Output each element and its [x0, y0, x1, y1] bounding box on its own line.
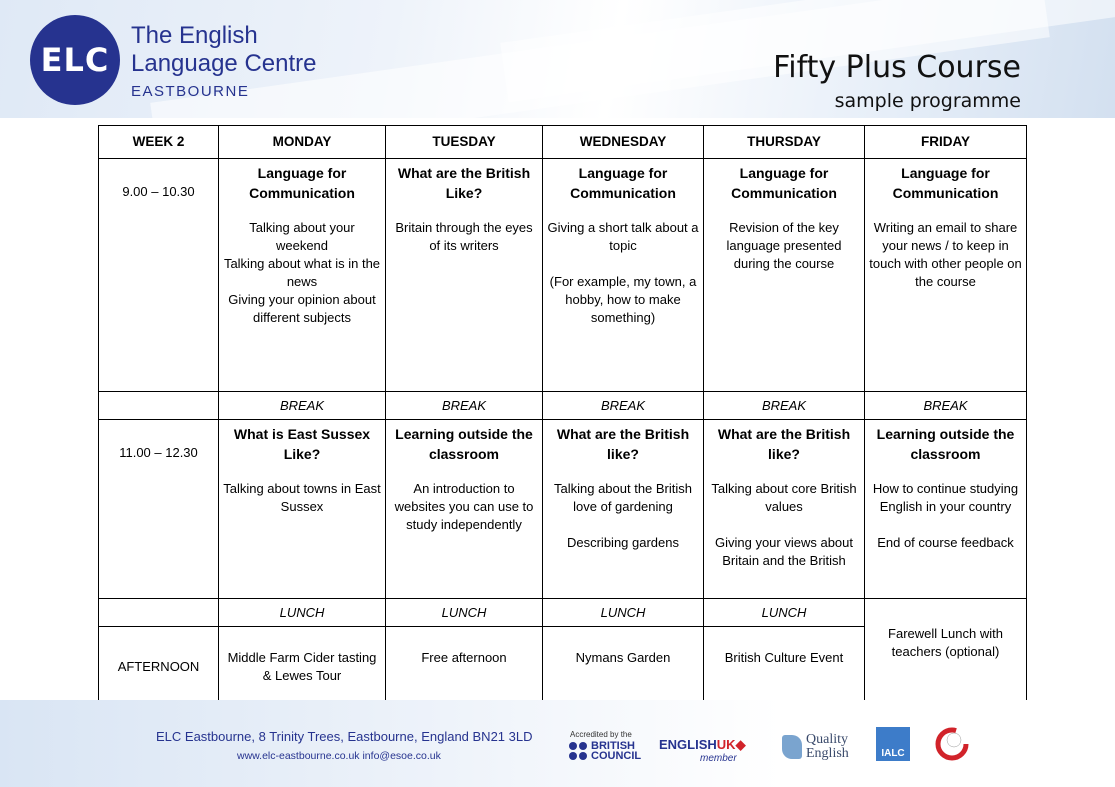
- cell-title: Language for Communication: [249, 165, 355, 201]
- elc-logo: ELC: [30, 15, 120, 105]
- session2-wednesday: [543, 420, 704, 599]
- cell-text: Talking about the British love of gardening: [553, 481, 693, 514]
- session1-row: [99, 159, 1027, 392]
- break-row: [99, 392, 1027, 420]
- spacer: [547, 255, 699, 273]
- english-uk-logo: [659, 737, 746, 753]
- page-title: Fifty Plus Course: [773, 50, 1021, 85]
- afternoon-thursday: British Culture Event: [704, 627, 865, 707]
- english-network-logo-icon: [935, 727, 969, 761]
- english-uk-text: UK: [716, 737, 736, 752]
- quality-english-icon: [782, 735, 802, 759]
- organization-name: [131, 22, 316, 78]
- org-name-line1: The English: [131, 22, 258, 49]
- footer-address: ELC Eastbourne, 8 Trinity Trees, Eastbourne, England BN21 3LD: [156, 729, 533, 744]
- session2-monday: [219, 420, 386, 599]
- afternoon-wednesday: Nymans Garden: [543, 627, 704, 707]
- cell-text: Giving a short talk about a topic: [547, 220, 699, 253]
- footer-contact[interactable]: www.elc-eastbourne.co.uk info@esoe.co.uk: [237, 750, 441, 762]
- lunch-blank: [99, 599, 219, 627]
- lunch-label: LUNCH: [704, 599, 865, 627]
- cell-text: How to continue studying English in your country: [872, 481, 1019, 514]
- afternoon-monday: Middle Farm Cider tasting & Lewes Tour: [219, 627, 386, 707]
- session2-time: 11.00 – 12.30: [99, 420, 219, 599]
- afternoon-tuesday: Free afternoon: [386, 627, 543, 707]
- afternoon-friday: Farewell Lunch with teachers (optional): [865, 599, 1027, 707]
- session2-thursday: [704, 420, 865, 599]
- quality-english-text: English: [806, 746, 849, 761]
- cell-text: End of course feedback: [877, 535, 1014, 550]
- session1-tuesday: [386, 159, 543, 392]
- session2-friday: [865, 420, 1027, 599]
- break-label: BREAK: [219, 392, 386, 420]
- day-header-thursday: THURSDAY: [704, 126, 865, 159]
- page-subtitle: sample programme: [834, 90, 1021, 112]
- session2-row: [99, 420, 1027, 599]
- day-header-monday: MONDAY: [219, 126, 386, 159]
- cell-text: Giving your views about Britain and the British: [714, 535, 853, 568]
- british-council-dots-icon: [569, 742, 587, 760]
- british-council-logo: [569, 741, 641, 761]
- cell-text: Writing an email to share your news / to keep in touch with other people on the course: [869, 220, 1022, 289]
- cell-text: Giving your opinion about different subjects: [228, 292, 376, 325]
- ialc-logo: IALC: [876, 727, 910, 761]
- session2-tuesday: [386, 420, 543, 599]
- british-council-text: BRITISH: [591, 740, 635, 752]
- lunch-label: LUNCH: [543, 599, 704, 627]
- session1-time: 9.00 – 10.30: [99, 159, 219, 392]
- cell-text: (For example, my town, a hobby, how to make something): [549, 274, 697, 325]
- english-uk-text: ENGLISH: [659, 737, 717, 752]
- cell-title: What are the British like?: [556, 426, 690, 462]
- session1-thursday: [704, 159, 865, 392]
- accredited-label: Accredited by the: [570, 730, 632, 739]
- session1-friday: [865, 159, 1027, 392]
- lunch-label: LUNCH: [386, 599, 543, 627]
- cell-text: Describing gardens: [566, 535, 679, 550]
- week-label: WEEK 2: [99, 126, 219, 159]
- break-blank: [99, 392, 219, 420]
- break-label: BREAK: [543, 392, 704, 420]
- break-label: BREAK: [704, 392, 865, 420]
- cell-text: An introduction to websites you can use to study independently: [394, 481, 534, 532]
- cell-text: Talking about core British values: [711, 481, 857, 514]
- diamond-icon: ◆: [735, 737, 746, 752]
- cell-text: Revision of the key language presented during the course: [726, 220, 842, 271]
- cell-text: Talking about your weekend: [249, 220, 355, 253]
- cell-text: Britain through the eyes of its writers: [395, 220, 533, 253]
- cell-title: Learning outside the classroom: [395, 426, 533, 462]
- lunch-label: LUNCH: [219, 599, 386, 627]
- break-label: BREAK: [865, 392, 1027, 420]
- british-council-text: COUNCIL: [591, 750, 642, 762]
- session1-wednesday: [543, 159, 704, 392]
- programme-table: [98, 125, 1027, 707]
- cell-title: What is East Sussex Like?: [233, 426, 371, 462]
- quality-english-logo: [782, 733, 849, 761]
- org-name-line2: Language Centre: [131, 50, 317, 77]
- day-header-wednesday: WEDNESDAY: [543, 126, 704, 159]
- session1-monday: [219, 159, 386, 392]
- break-label: BREAK: [386, 392, 543, 420]
- cell-title: What are the British like?: [717, 426, 851, 462]
- day-header-friday: FRIDAY: [865, 126, 1027, 159]
- day-header-tuesday: TUESDAY: [386, 126, 543, 159]
- org-location: EASTBOURNE: [131, 83, 250, 100]
- english-uk-member: member: [700, 753, 737, 764]
- cell-text: Talking about what is in the news: [223, 256, 381, 289]
- lunch-row: [99, 599, 1027, 627]
- cell-title: Language for Communication: [892, 165, 999, 201]
- spacer: [547, 516, 699, 534]
- spacer: [869, 516, 1022, 534]
- quality-english-text: Quality: [806, 732, 848, 747]
- cell-title: Learning outside the classroom: [876, 426, 1015, 462]
- header-row: [99, 126, 1027, 159]
- cell-title: Language for Communication: [570, 165, 676, 201]
- afternoon-label: AFTERNOON: [99, 627, 219, 707]
- spacer: [708, 516, 860, 534]
- cell-text: Talking about towns in East Sussex: [223, 481, 381, 514]
- cell-title: Language for Communication: [731, 165, 837, 201]
- cell-title: What are the British Like?: [397, 165, 531, 201]
